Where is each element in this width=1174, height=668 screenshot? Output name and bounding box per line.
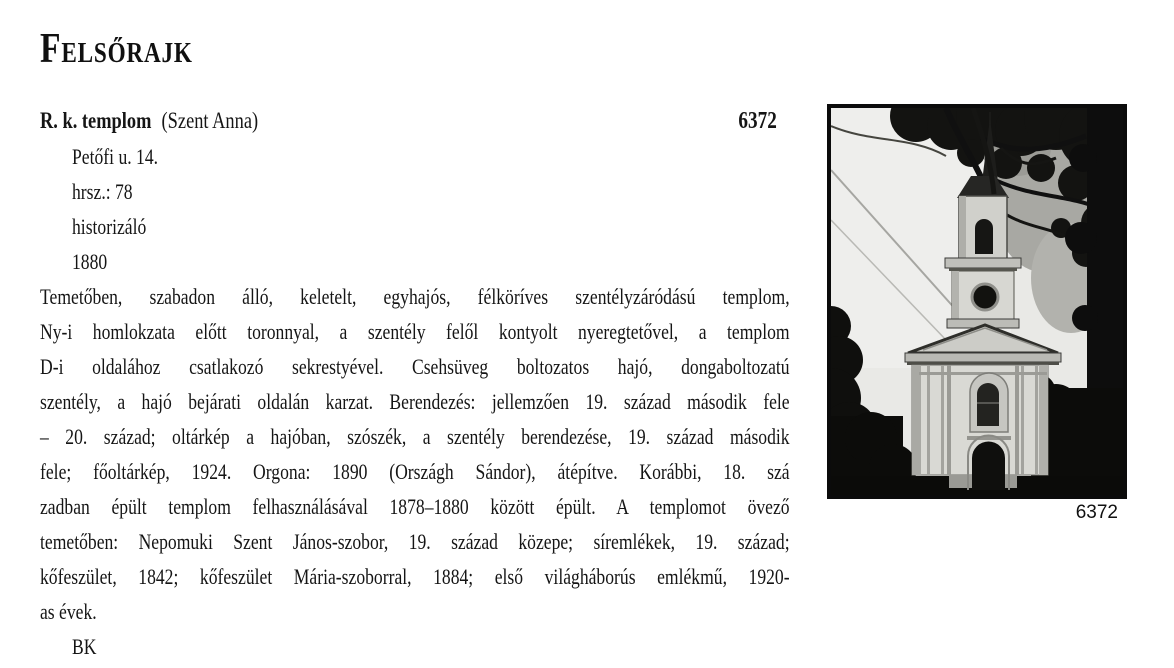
detail-address: Petőfi u. 14. <box>72 144 159 169</box>
photo-caption: 6372 <box>1075 502 1118 523</box>
description-line: D-i oldalához csatlakozó sekrestyével. Csehsüveg boltozatos hajó, dongaboltozatú <box>40 354 790 379</box>
detail-parcel: hrsz.: 78 <box>72 179 133 204</box>
author-initials: BK <box>72 634 97 659</box>
description-line: fele; főoltárkép, 1924. Orgona: 1890 (Országh Sándor), átépítve. Korábbi, 18. szá <box>40 459 790 484</box>
description-line: – 20. század; oltárkép a hajóban, szószék, a szentély berendezése, 19. század második <box>40 424 790 449</box>
detail-style: historizáló <box>72 214 147 239</box>
description-line: as évek. <box>40 599 97 624</box>
page-title: Felsőrajk <box>40 26 193 72</box>
entry-number: 6372 <box>738 108 777 134</box>
description-line: kőfeszület, 1842; kőfeszület Mária-szoborral, 1884; első világháborús emlékmű, 1920- <box>40 564 790 589</box>
description-line: temetőben: Nepomuki Szent János-szobor, 19. század közepe; síremlékek, 19. század; <box>40 529 790 554</box>
entry-dedication: (Szent Anna) <box>161 108 259 133</box>
description-line: Ny-i homlokzata előtt toronnyal, a szentély felől kontyolt nyeregtetővel, a templom <box>40 319 790 344</box>
entry-text-column <box>40 26 790 664</box>
description-line: szentély, a hajó bejárati oldalán karzat. Berendezés: jellemzően 19. század második fele <box>40 389 790 414</box>
church-photo <box>827 104 1127 499</box>
entry-description <box>40 279 790 629</box>
entry-header <box>40 103 790 139</box>
church-photo-illustration <box>831 108 1123 495</box>
description-line: zadban épült templom felhasználásával 1878–1880 között épült. A templomot övező <box>40 494 790 519</box>
entry-title <box>40 103 258 138</box>
entry-details <box>40 139 790 279</box>
detail-year: 1880 <box>72 249 108 274</box>
entry-name: R. k. templom <box>40 108 152 133</box>
description-line: Temetőben, szabadon álló, keletelt, egyhajós, félköríves szentélyzáródású templom, <box>40 284 790 309</box>
